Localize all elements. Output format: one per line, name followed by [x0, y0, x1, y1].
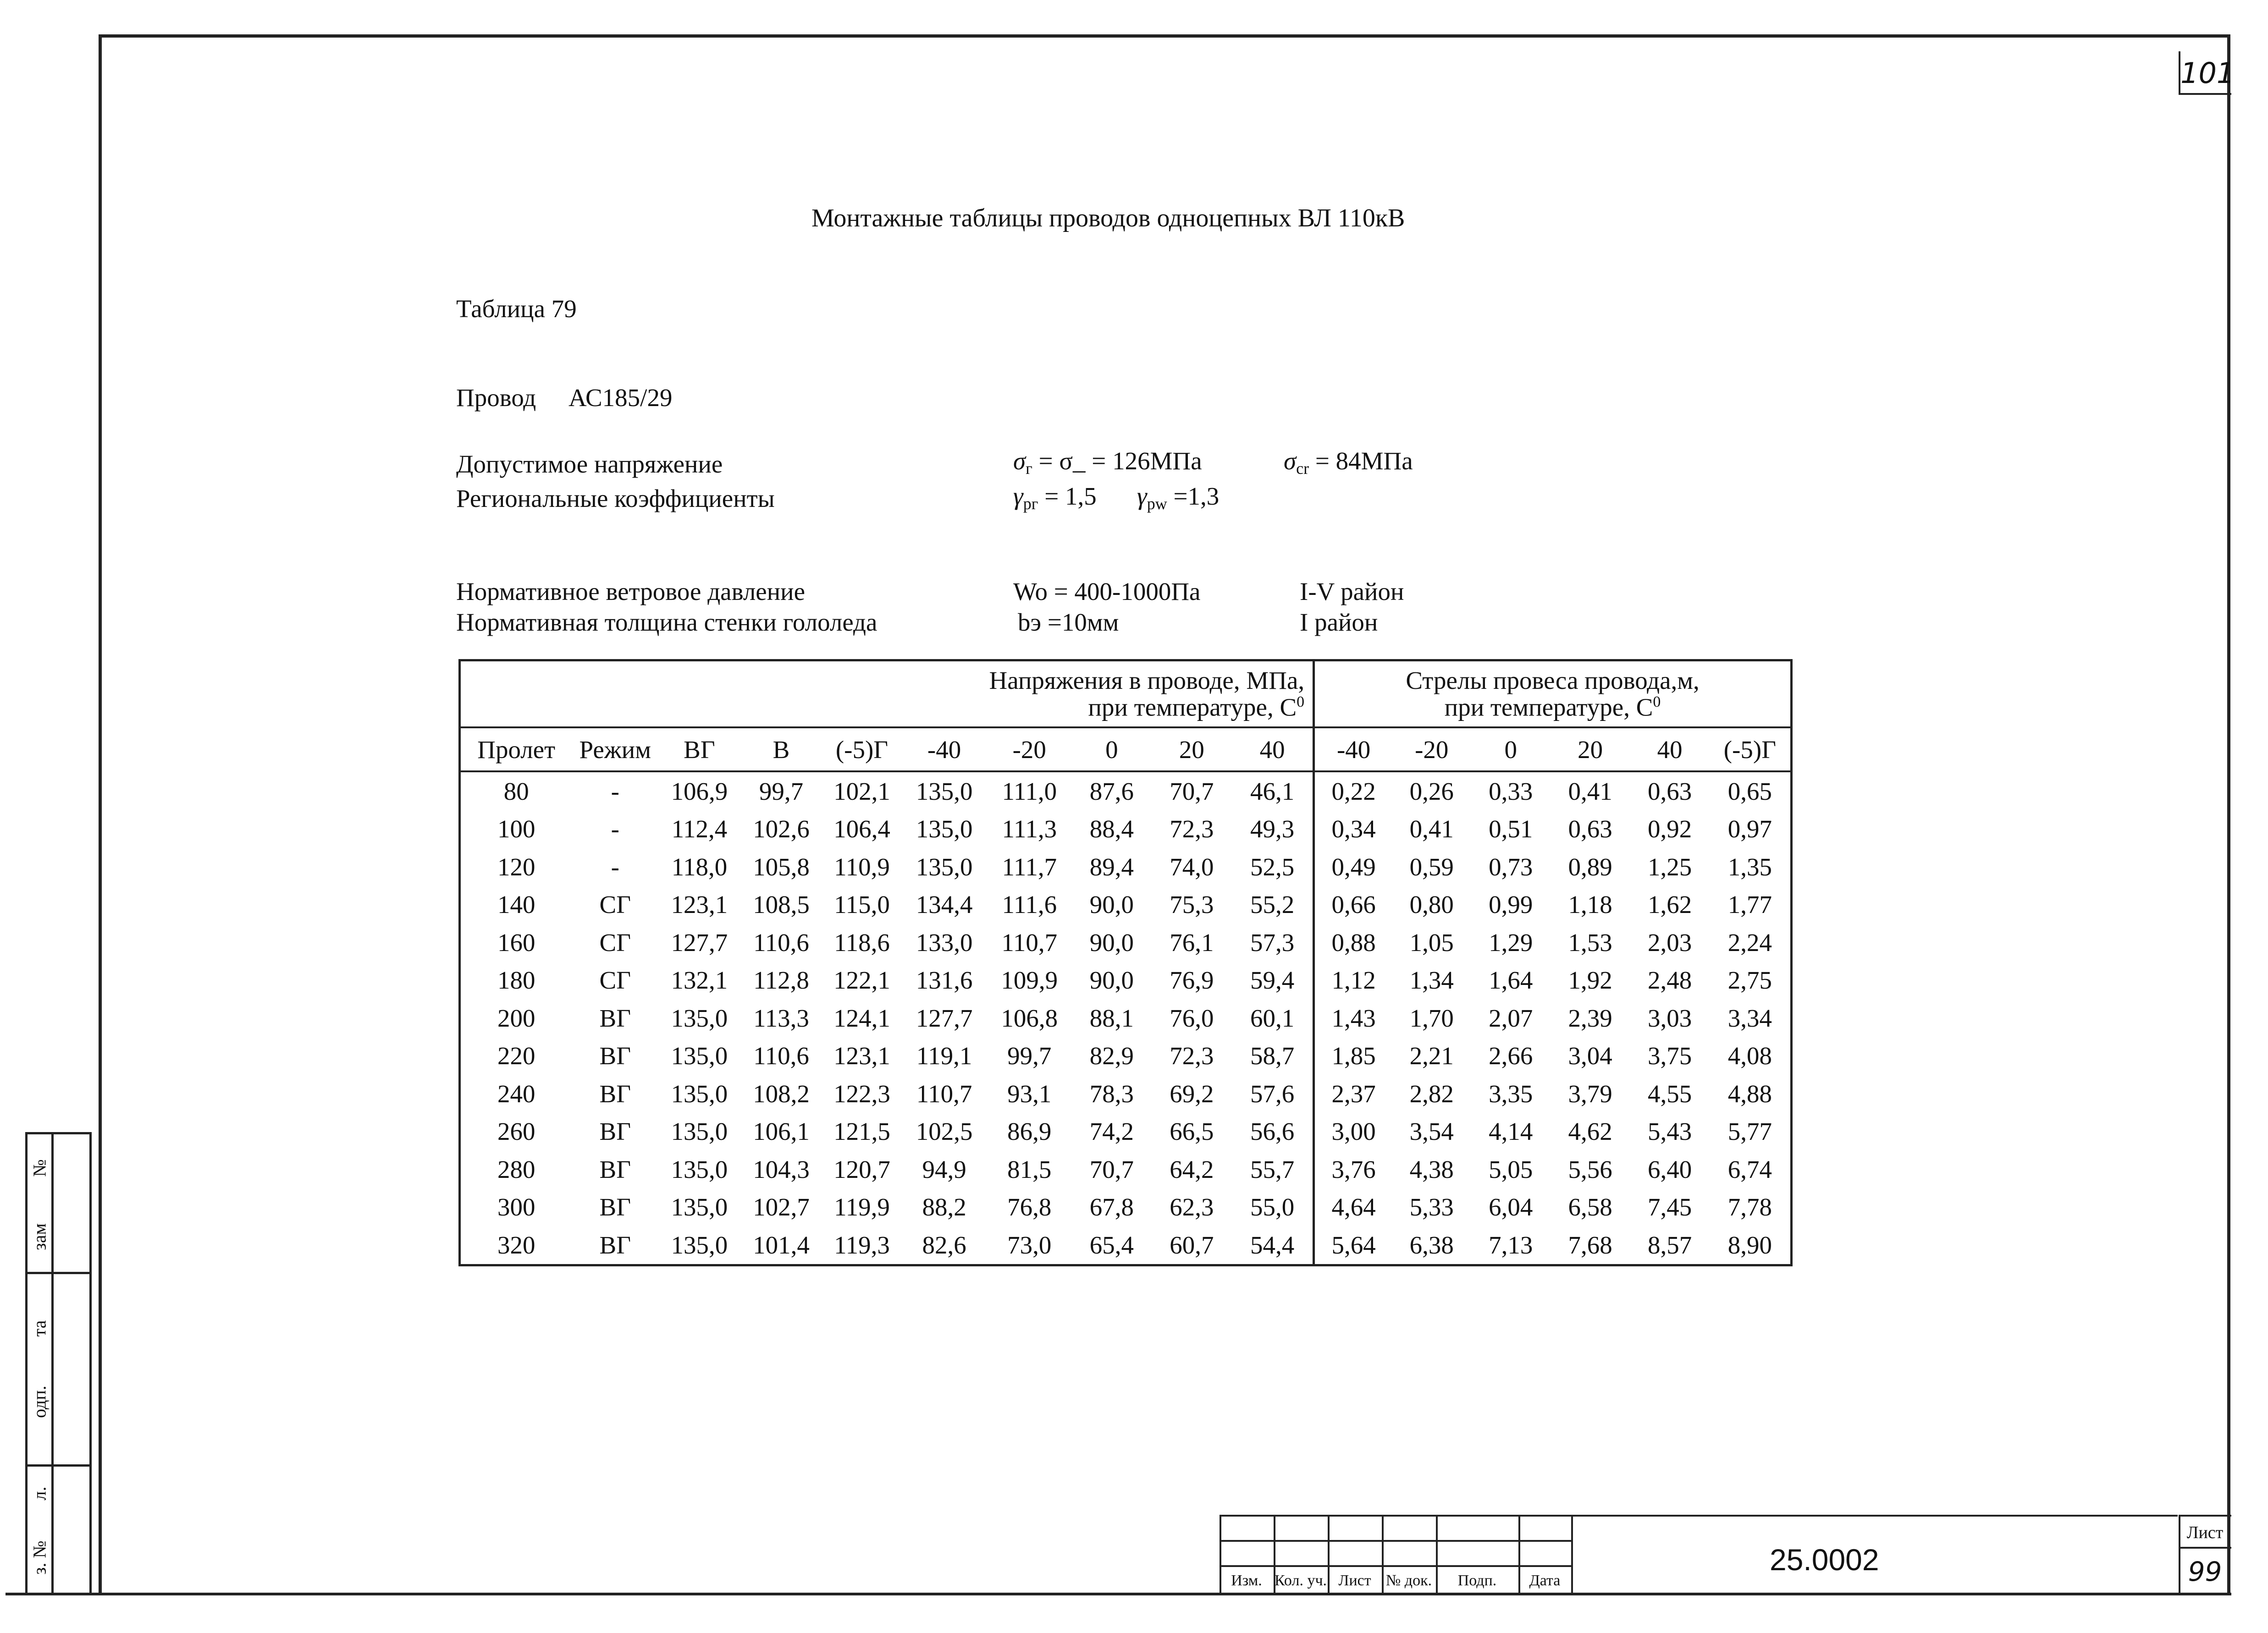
table-row — [460, 1226, 1792, 1265]
wind-pressure-label: Нормативное ветровое давление — [456, 577, 805, 605]
column-header: -20 — [987, 727, 1072, 771]
table-cell: 113,3 — [753, 1004, 809, 1032]
table-cell: 5,43 — [1647, 1117, 1692, 1146]
table-cell: 1,53 — [1568, 928, 1612, 957]
table-cell: 0,26 — [1409, 777, 1454, 805]
table-cell: 102,5 — [916, 1117, 973, 1146]
table-cell: 1,05 — [1409, 928, 1454, 957]
allowed-stress-formula: $\sigma_г$ = σ_ = 126МПа — [1013, 447, 1202, 478]
table-cell: 111,6 — [1002, 891, 1057, 919]
table-cell: 135,0 — [916, 852, 973, 881]
column-header: -40 — [902, 727, 987, 771]
table-cell: 115,0 — [834, 891, 890, 919]
table-cell: 55,0 — [1250, 1193, 1295, 1221]
table-cell: 5,05 — [1489, 1155, 1533, 1183]
mounting-table — [458, 659, 1793, 1266]
side-stamp-divider — [51, 1134, 54, 1595]
table-cell: СГ — [599, 928, 631, 957]
ice-thickness-value: bэ =10мм — [1018, 608, 1119, 636]
table-cell: 8,90 — [1727, 1231, 1772, 1259]
table-cell: 58,7 — [1250, 1042, 1295, 1070]
table-cell: 88,4 — [1089, 815, 1134, 843]
wire-label: Провод — [456, 384, 536, 412]
table-cell: 1,62 — [1647, 891, 1692, 919]
table-cell: 7,45 — [1647, 1193, 1692, 1221]
column-header: (-5)Г — [822, 727, 901, 771]
table-cell: 5,64 — [1314, 1226, 1392, 1265]
table-row — [460, 1037, 1792, 1075]
column-header: 20 — [1551, 727, 1630, 771]
table-row — [460, 886, 1792, 924]
title-block-cell — [1518, 1515, 1571, 1540]
table-cell: 0,63 — [1568, 815, 1612, 843]
title-block-caption: Лист — [1338, 1572, 1371, 1589]
table-cell: 76,9 — [1170, 966, 1214, 995]
table-cell: 65,4 — [1089, 1231, 1134, 1259]
table-cell: 62,3 — [1170, 1193, 1214, 1221]
table-cell: 2,39 — [1568, 1004, 1612, 1032]
table-label: Таблица 79 — [456, 295, 577, 323]
stress-group-header: Напряжения в проводе, МПа, при температуре, $С^0$ — [460, 660, 1314, 728]
table-cell: 67,8 — [1089, 1193, 1134, 1221]
sag-group-header: Стрелы провеса провода,м, при температуре, $С^0$ — [1314, 660, 1792, 728]
table-cell: 110,9 — [834, 852, 890, 881]
table-cell: 2,21 — [1409, 1042, 1454, 1070]
column-header: Пролет — [460, 727, 572, 771]
table-cell: ВГ — [599, 1004, 631, 1032]
title-block-cell — [1382, 1515, 1436, 1540]
table-cell: 0,99 — [1489, 891, 1533, 919]
table-cell: 2,75 — [1727, 966, 1772, 995]
table-cell: 111,7 — [1002, 852, 1057, 881]
table-cell: 76,1 — [1170, 928, 1214, 957]
table-cell: 0,49 — [1314, 848, 1392, 886]
table-group-header-row — [460, 660, 1792, 728]
table-cell: 135,0 — [671, 1042, 728, 1070]
table-column-header-row — [460, 727, 1792, 771]
column-header: (-5)Г — [1710, 727, 1792, 771]
table-cell: 0,80 — [1409, 891, 1454, 919]
table-cell: 76,8 — [1007, 1193, 1052, 1221]
table-cell: 82,6 — [922, 1231, 966, 1259]
table-cell: 127,7 — [916, 1004, 973, 1032]
side-label: л. — [29, 1486, 50, 1501]
table-cell: 99,7 — [759, 777, 804, 805]
table-cell: 3,35 — [1489, 1079, 1533, 1108]
table-cell: 0,33 — [1489, 777, 1533, 805]
table-row — [460, 1113, 1792, 1151]
table-cell: 73,0 — [1007, 1231, 1052, 1259]
title-block-caption: № док. — [1385, 1572, 1432, 1589]
table-cell: 5,77 — [1727, 1117, 1772, 1146]
table-cell: 135,0 — [916, 777, 973, 805]
table-cell: 64,2 — [1170, 1155, 1214, 1183]
table-cell: 4,62 — [1568, 1117, 1612, 1146]
table-cell: 0,34 — [1314, 810, 1392, 848]
table-cell: 0,63 — [1647, 777, 1692, 805]
title-block — [1220, 1515, 2224, 1595]
table-cell: 6,74 — [1727, 1155, 1772, 1183]
table-cell: 1,64 — [1489, 966, 1533, 995]
table-cell: 4,88 — [1727, 1079, 1772, 1108]
table-cell: 3,04 — [1568, 1042, 1612, 1070]
table-cell: 0,66 — [1314, 886, 1392, 924]
table-cell: 88,1 — [1089, 1004, 1134, 1032]
regional-coeffs-label: Региональные коэффициенты — [456, 484, 775, 512]
table-cell: 180 — [497, 966, 535, 995]
table-cell: 0,88 — [1314, 924, 1392, 962]
table-cell: 135,0 — [671, 1117, 728, 1146]
table-cell: 106,4 — [833, 815, 890, 843]
table-cell: 1,70 — [1409, 1004, 1454, 1032]
table-cell: 2,03 — [1647, 928, 1692, 957]
table-cell: 2,82 — [1409, 1079, 1454, 1108]
table-cell: 111,0 — [1002, 777, 1057, 805]
table-cell: 111,3 — [1002, 815, 1057, 843]
column-header: -20 — [1392, 727, 1471, 771]
table-cell: 119,3 — [834, 1231, 890, 1259]
table-cell: 7,13 — [1489, 1231, 1533, 1259]
table-cell: 1,43 — [1314, 999, 1392, 1037]
table-cell: 0,92 — [1647, 815, 1692, 843]
table-row — [460, 1188, 1792, 1226]
table-cell: 104,3 — [753, 1155, 810, 1183]
table-cell: 110,6 — [753, 928, 809, 957]
title-block-cell — [1274, 1540, 1328, 1565]
table-cell: 1,35 — [1727, 852, 1772, 881]
table-row — [460, 962, 1792, 1000]
side-label: з. № — [29, 1540, 50, 1575]
table-cell: 112,4 — [671, 815, 728, 843]
side-label: зам — [29, 1223, 50, 1250]
table-cell: 0,51 — [1489, 815, 1533, 843]
table-cell: 102,6 — [753, 815, 810, 843]
table-cell: 135,0 — [671, 1079, 728, 1108]
title-block-cell — [1274, 1515, 1328, 1540]
table-cell: 240 — [497, 1079, 535, 1108]
table-cell: 3,75 — [1647, 1042, 1692, 1070]
regional-coeff-ice: $\gamma_{рг} = 1,5$ — [1013, 482, 1097, 513]
table-cell: 89,4 — [1089, 852, 1134, 881]
table-cell: 0,41 — [1568, 777, 1612, 805]
table-cell: 121,5 — [833, 1117, 890, 1146]
table-cell: 122,1 — [833, 966, 890, 995]
table-cell: 135,0 — [671, 1231, 728, 1259]
table-cell: 7,78 — [1727, 1193, 1772, 1221]
table-cell: 133,0 — [916, 928, 973, 957]
table-cell: 70,7 — [1170, 777, 1214, 805]
table-cell: - — [611, 852, 619, 881]
table-cell: 78,3 — [1089, 1079, 1134, 1108]
side-label: та — [29, 1320, 50, 1337]
table-cell: 118,6 — [834, 928, 890, 957]
table-cell: 2,48 — [1647, 966, 1692, 995]
table-cell: 120,7 — [833, 1155, 890, 1183]
table-cell: 123,1 — [833, 1042, 890, 1070]
table-row — [460, 1075, 1792, 1113]
table-cell: 57,6 — [1250, 1079, 1295, 1108]
table-cell: 3,79 — [1568, 1079, 1612, 1108]
table-cell: 220 — [497, 1042, 535, 1070]
title-block-cell — [1518, 1540, 1571, 1565]
table-cell: 80 — [503, 777, 529, 805]
page-tag: 101 — [2179, 51, 2231, 95]
table-cell: 52,5 — [1250, 852, 1295, 881]
table-cell: 6,38 — [1409, 1231, 1454, 1259]
table-cell: 135,0 — [671, 1004, 728, 1032]
side-label: одп. — [29, 1386, 50, 1418]
table-cell: 0,41 — [1409, 815, 1454, 843]
table-cell: 4,14 — [1489, 1117, 1533, 1146]
table-cell: 1,34 — [1409, 966, 1454, 995]
title-block-caption: Кол. уч. — [1274, 1572, 1327, 1589]
table-cell: 49,3 — [1250, 815, 1295, 843]
column-header: В — [740, 727, 822, 771]
table-cell: 127,7 — [671, 928, 728, 957]
table-cell: 3,03 — [1647, 1004, 1692, 1032]
table-cell: 6,04 — [1489, 1193, 1533, 1221]
table-cell: 1,85 — [1314, 1037, 1392, 1075]
table-cell: 93,1 — [1007, 1079, 1052, 1108]
table-cell: 131,6 — [916, 966, 973, 995]
table-cell: 75,3 — [1170, 891, 1214, 919]
table-cell: 110,6 — [753, 1042, 809, 1070]
table-cell: 60,7 — [1170, 1231, 1214, 1259]
title-block-cell — [1436, 1540, 1518, 1565]
table-cell: СГ — [599, 891, 631, 919]
allowed-stress-label: Допустимое напряжение — [456, 450, 723, 478]
table-cell: 4,55 — [1647, 1079, 1692, 1108]
side-stamp-line — [28, 1464, 89, 1467]
table-cell: 260 — [497, 1117, 535, 1146]
table-cell: 3,34 — [1727, 1004, 1772, 1032]
table-cell: 76,0 — [1170, 1004, 1214, 1032]
table-cell: 57,3 — [1250, 928, 1295, 957]
title-block-caption: Дата — [1529, 1572, 1561, 1589]
table-cell: ВГ — [599, 1155, 631, 1183]
table-cell: 6,40 — [1647, 1155, 1692, 1183]
table-cell: 140 — [497, 891, 535, 919]
table-cell: 86,9 — [1007, 1117, 1052, 1146]
table-cell: 135,0 — [916, 815, 973, 843]
table-cell: 100 — [497, 815, 535, 843]
table-cell: 72,3 — [1170, 1042, 1214, 1070]
table-cell: 3,76 — [1314, 1150, 1392, 1188]
sheet-label: Лист — [2186, 1523, 2224, 1542]
table-row — [460, 771, 1792, 810]
column-header: 40 — [1232, 727, 1314, 771]
side-label: № — [29, 1159, 50, 1177]
table-cell: 134,4 — [916, 891, 973, 919]
table-cell: 118,0 — [671, 852, 728, 881]
table-cell: 320 — [497, 1231, 535, 1259]
table-cell: 106,9 — [671, 777, 728, 805]
table-cell: 4,64 — [1314, 1188, 1392, 1226]
table-cell: 102,1 — [833, 777, 890, 805]
table-cell: 200 — [497, 1004, 535, 1032]
table-cell: 66,5 — [1170, 1117, 1214, 1146]
table-cell: ВГ — [599, 1193, 631, 1221]
table-cell: 1,29 — [1489, 928, 1533, 957]
wire-value: АС185/29 — [568, 384, 673, 412]
sheet-number: 99 — [2188, 1556, 2222, 1587]
table-cell: 4,08 — [1727, 1042, 1772, 1070]
table-cell: - — [611, 777, 619, 805]
table-cell: ВГ — [599, 1231, 631, 1259]
table-cell: 108,2 — [753, 1079, 810, 1108]
table-cell: 108,5 — [753, 891, 810, 919]
title-block-caption: Подп. — [1457, 1572, 1497, 1589]
table-cell: 69,2 — [1170, 1079, 1214, 1108]
regional-coeff-wind: $\gamma_{pw} =1,3$ — [1137, 482, 1220, 513]
table-cell: 101,4 — [753, 1231, 810, 1259]
table-cell: 119,1 — [916, 1042, 972, 1070]
table-cell: 2,07 — [1489, 1004, 1533, 1032]
table-cell: ВГ — [599, 1042, 631, 1070]
table-row — [460, 999, 1792, 1037]
column-header: ВГ — [658, 727, 740, 771]
column-header: 0 — [1072, 727, 1151, 771]
title-block-cell — [1382, 1540, 1436, 1565]
table-row — [460, 810, 1792, 848]
table-cell: 124,1 — [833, 1004, 890, 1032]
table-cell: 70,7 — [1089, 1155, 1134, 1183]
page-title: Монтажные таблицы проводов одноцепных ВЛ 110кВ — [811, 204, 1405, 232]
table-cell: СГ — [599, 966, 631, 995]
table-cell: 112,8 — [753, 966, 809, 995]
table-cell: 3,00 — [1314, 1113, 1392, 1151]
table-cell: 4,38 — [1409, 1155, 1454, 1183]
table-cell: 82,9 — [1089, 1042, 1134, 1070]
title-block-cell — [1220, 1540, 1274, 1565]
ice-region: I район — [1300, 608, 1378, 636]
table-cell: 74,2 — [1089, 1117, 1134, 1146]
column-header: 0 — [1471, 727, 1550, 771]
table-cell: 110,7 — [916, 1079, 972, 1108]
table-cell: 1,12 — [1314, 962, 1392, 1000]
table-cell: 102,7 — [753, 1193, 810, 1221]
table-row — [460, 848, 1792, 886]
table-cell: 90,0 — [1089, 928, 1134, 957]
column-header: Режим — [572, 727, 658, 771]
table-cell: 94,9 — [922, 1155, 966, 1183]
table-cell: 2,66 — [1489, 1042, 1533, 1070]
column-header: 40 — [1630, 727, 1709, 771]
title-block-cell — [1328, 1515, 1382, 1540]
table-cell: 88,2 — [922, 1193, 966, 1221]
ice-thickness-label: Нормативная толщина стенки гололеда — [456, 608, 877, 636]
table-cell: 0,73 — [1489, 852, 1533, 881]
table-cell: 280 — [497, 1155, 535, 1183]
table-cell: 74,0 — [1170, 852, 1214, 881]
table-cell: 0,22 — [1314, 771, 1392, 810]
table-cell: 81,5 — [1007, 1155, 1052, 1183]
table-cell: 106,8 — [1001, 1004, 1058, 1032]
table-cell: 110,7 — [1001, 928, 1058, 957]
table-cell: 109,9 — [1001, 966, 1058, 995]
table-cell: - — [611, 815, 619, 843]
title-block-cell — [1220, 1515, 1274, 1540]
table-cell: 122,3 — [833, 1079, 890, 1108]
table-cell: 0,89 — [1568, 852, 1612, 881]
table-cell: 5,33 — [1409, 1193, 1454, 1221]
table-cell: ВГ — [599, 1117, 631, 1146]
side-stamp-line — [28, 1272, 89, 1274]
column-header: -40 — [1314, 727, 1392, 771]
table-cell: ВГ — [599, 1079, 631, 1108]
table-cell: 120 — [497, 852, 535, 881]
title-block-caption: Изм. — [1231, 1572, 1262, 1589]
table-cell: 123,1 — [671, 891, 728, 919]
table-cell: 105,8 — [753, 852, 810, 881]
table-cell: 87,6 — [1089, 777, 1134, 805]
table-cell: 300 — [497, 1193, 535, 1221]
table-cell: 54,4 — [1250, 1231, 1295, 1259]
table-cell: 119,9 — [834, 1193, 890, 1221]
table-cell: 60,1 — [1250, 1004, 1295, 1032]
table-cell: 1,18 — [1568, 891, 1612, 919]
table-row — [460, 1150, 1792, 1188]
table-cell: 8,57 — [1647, 1231, 1692, 1259]
table-cell: 59,4 — [1250, 966, 1295, 995]
table-cell: 99,7 — [1007, 1042, 1052, 1070]
document-number: 25.0002 — [1770, 1543, 1879, 1577]
table-cell: 0,97 — [1727, 815, 1772, 843]
table-cell: 72,3 — [1170, 815, 1214, 843]
sheet-box-divider — [2179, 1547, 2231, 1549]
table-cell: 135,0 — [671, 1155, 728, 1183]
table-cell: 6,58 — [1568, 1193, 1612, 1221]
table-cell: 5,56 — [1568, 1155, 1612, 1183]
title-block-cell — [1328, 1540, 1382, 1565]
table-cell: 1,25 — [1647, 852, 1692, 881]
table-row — [460, 924, 1792, 962]
table-cell: 1,77 — [1727, 891, 1772, 919]
table-cell: 0,65 — [1727, 777, 1772, 805]
table-cell: 132,1 — [671, 966, 728, 995]
wind-region: I-V район — [1300, 577, 1404, 605]
table-cell: 160 — [497, 928, 535, 957]
table-cell: 106,1 — [753, 1117, 810, 1146]
table-cell: 1,92 — [1568, 966, 1612, 995]
wind-pressure-value: Wo = 400-1000Па — [1013, 577, 1201, 605]
table-cell: 135,0 — [671, 1193, 728, 1221]
table-cell: 55,2 — [1250, 891, 1295, 919]
table-cell: 3,54 — [1409, 1117, 1454, 1146]
table-cell: 56,6 — [1250, 1117, 1295, 1146]
table-cell: 46,1 — [1250, 777, 1295, 805]
side-stamp — [25, 1132, 92, 1595]
title-block-cell — [1436, 1515, 1518, 1540]
table-cell: 0,59 — [1409, 852, 1454, 881]
table-cell: 7,68 — [1568, 1231, 1612, 1259]
table-cell: 90,0 — [1089, 891, 1134, 919]
table-cell: 2,24 — [1727, 928, 1772, 957]
column-header: 20 — [1152, 727, 1232, 771]
table-cell: 55,7 — [1250, 1155, 1295, 1183]
table-cell: 2,37 — [1314, 1075, 1392, 1113]
table-cell: 90,0 — [1089, 966, 1134, 995]
critical-stress-formula: $\sigma_{cr} = 84МПа$ — [1284, 447, 1413, 478]
